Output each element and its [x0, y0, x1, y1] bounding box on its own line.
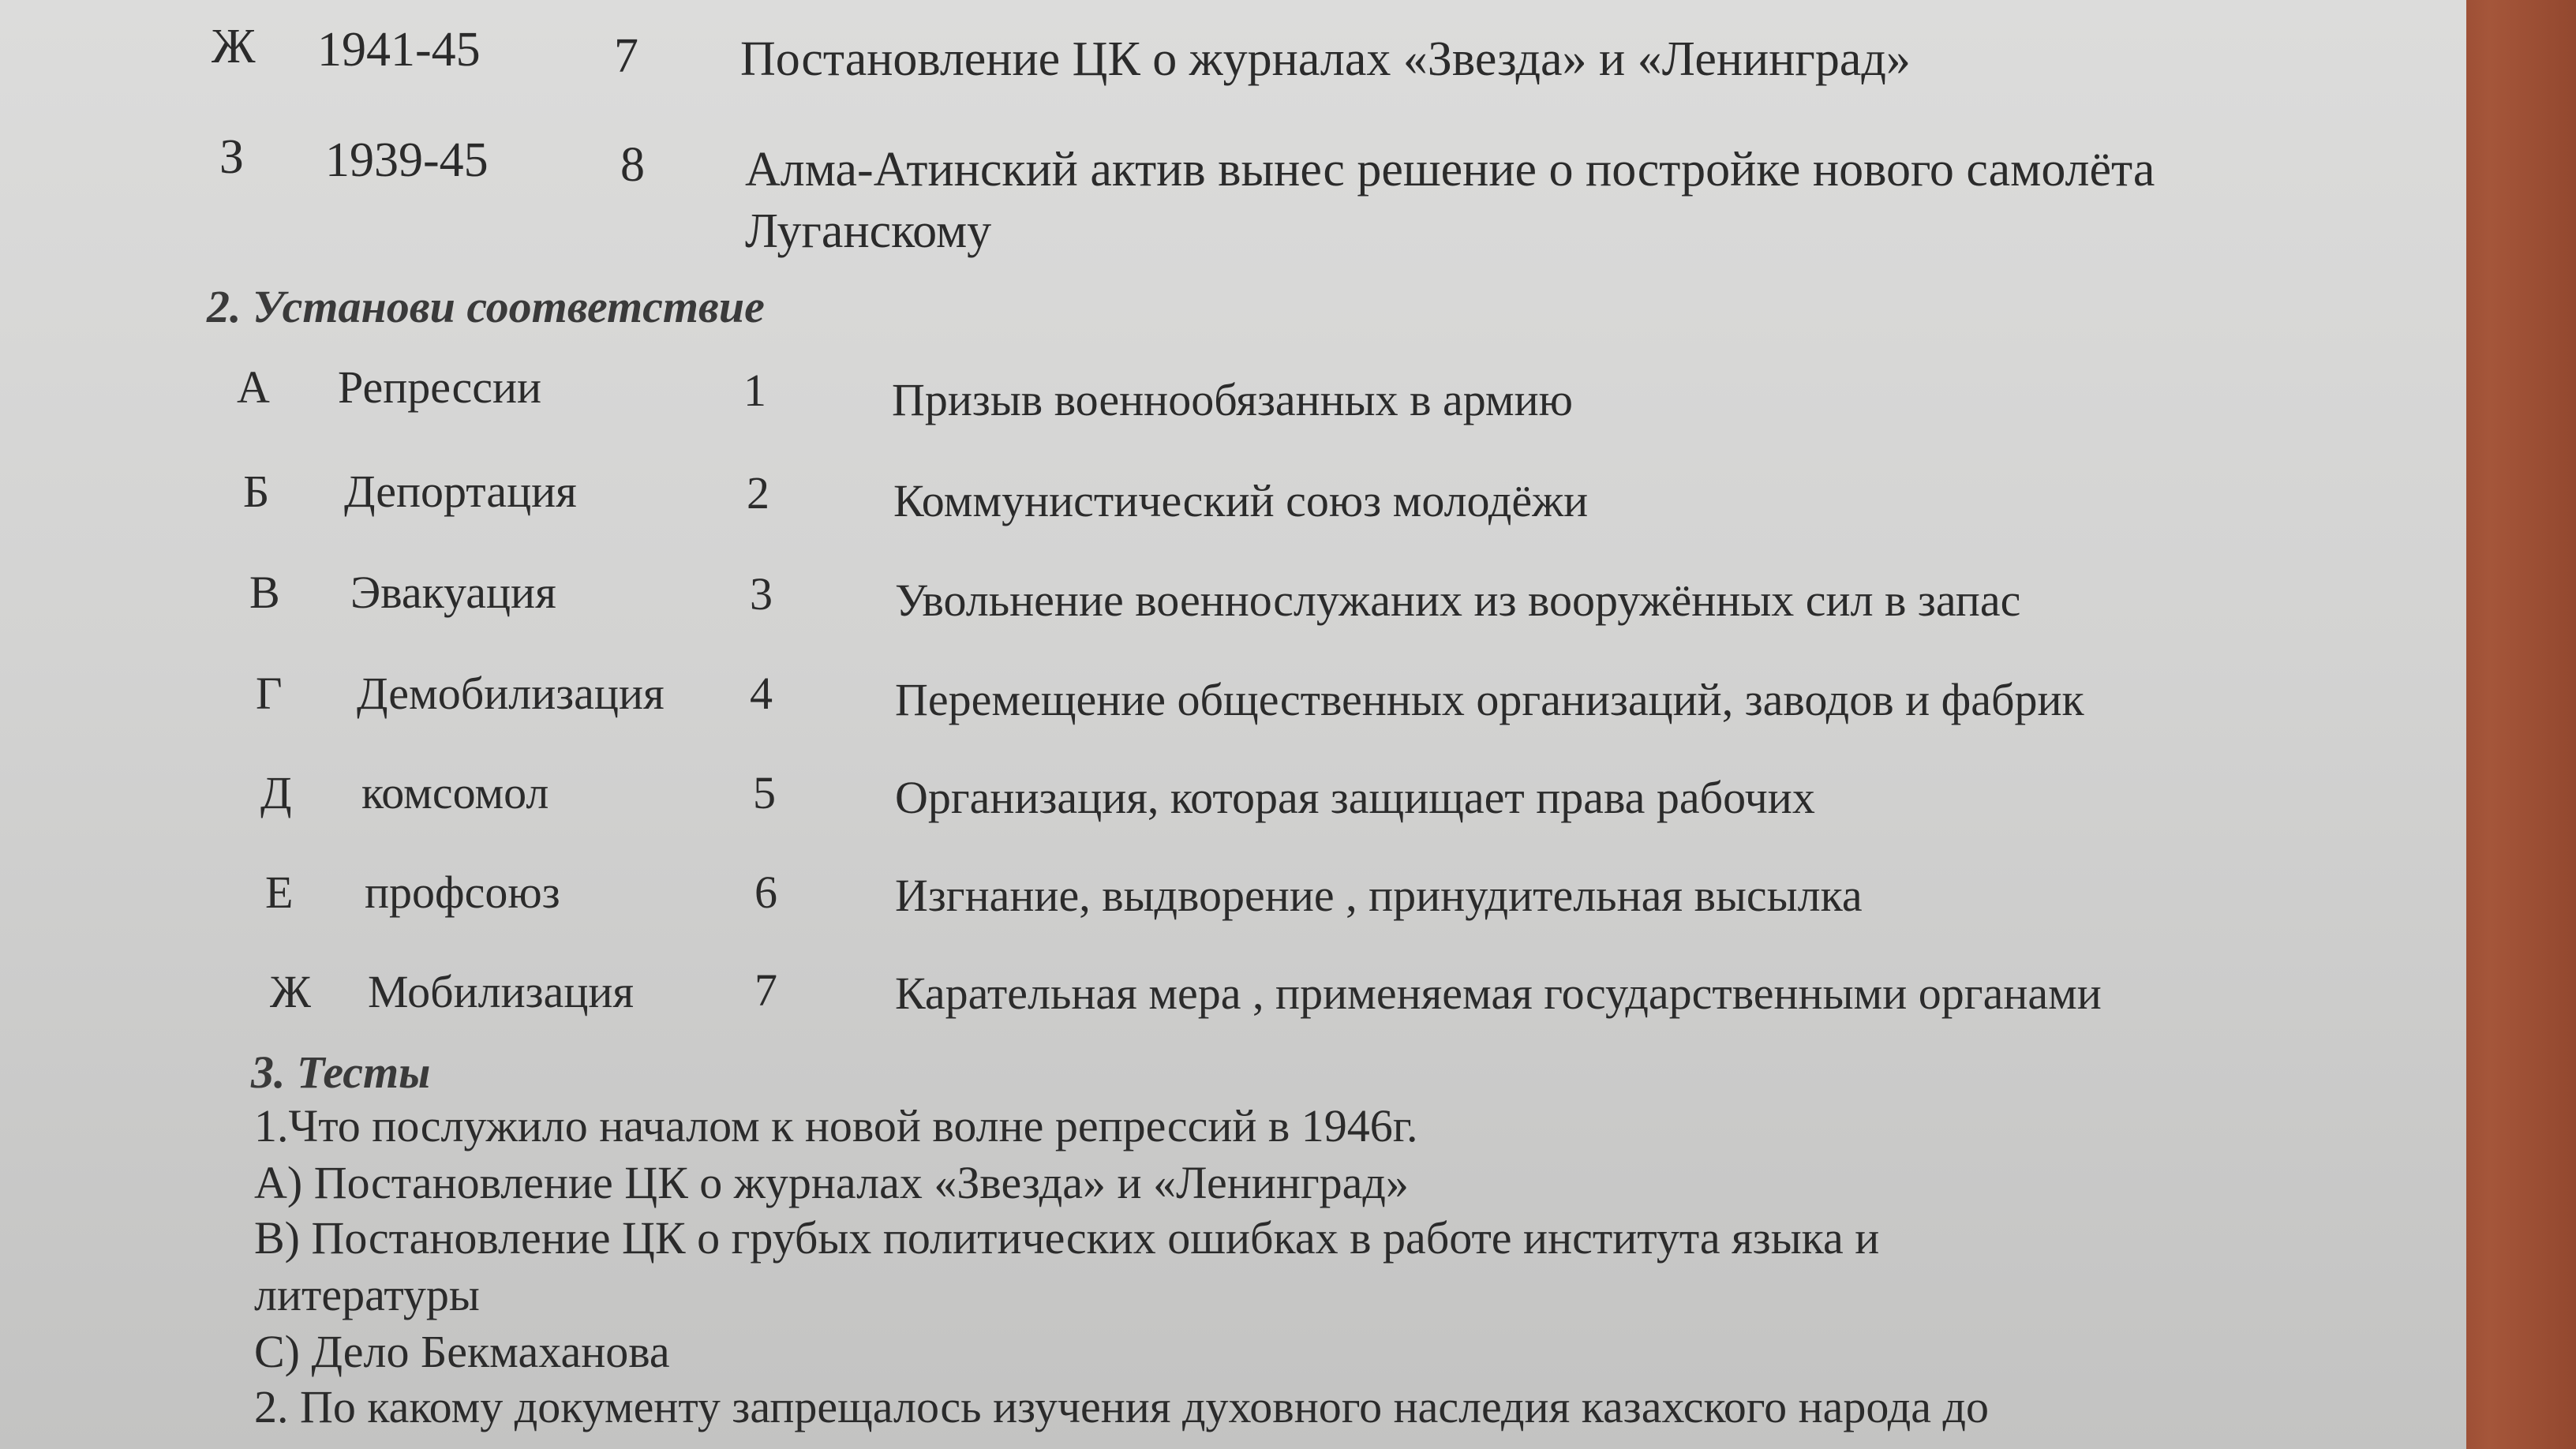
row-text-line1: Алма-Атинский актив вынес решение о постройке нового самолёта — [745, 143, 2155, 197]
match-definition: Призыв военнообязанных в армию — [892, 374, 1573, 425]
task2-heading: 2. Установи соответствие — [207, 281, 765, 332]
match-number: 5 — [753, 767, 776, 818]
task3-heading: 3. Тесты — [251, 1046, 431, 1098]
match-number: 2 — [747, 467, 769, 519]
match-letter: Д — [260, 767, 292, 818]
match-letter: Б — [243, 466, 270, 517]
match-number: 6 — [754, 867, 777, 918]
match-letter: В — [249, 567, 280, 618]
match-definition: Изгнание, выдворение , принудительная высылка — [895, 870, 1863, 921]
match-letter: Г — [256, 668, 283, 719]
match-letter: А — [237, 361, 270, 413]
test-question: 2. По какому документу запрещалось изучения духовного наследия казахского народа до — [254, 1381, 1989, 1432]
match-definition: Организация, которая защищает права рабочих — [895, 772, 1815, 823]
match-number: 4 — [750, 668, 773, 719]
match-number: 3 — [750, 568, 773, 620]
match-letter: Ж — [270, 966, 311, 1017]
row-period: 1939-45 — [325, 133, 489, 187]
match-term: Депортация — [344, 466, 577, 517]
match-term: Демобилизация — [357, 668, 665, 719]
row-period: 1941-45 — [317, 23, 481, 77]
match-term: комсомол — [361, 767, 549, 818]
match-term: профсоюз — [365, 867, 560, 918]
match-letter: Е — [265, 867, 294, 918]
row-number: 8 — [620, 138, 645, 192]
match-definition: Перемещение общественных организаций, заводов и фабрик — [895, 674, 2084, 725]
match-definition: Увольнение военнослужаних из вооружённых сил в запас — [895, 575, 2021, 626]
test-option-b-cont: литературы — [254, 1269, 480, 1320]
match-number: 7 — [754, 964, 777, 1016]
match-term: Репрессии — [338, 361, 542, 413]
row-text: Постановление ЦК о журналах «Звезда» и «Ленинград» — [740, 32, 1911, 86]
match-number: 1 — [743, 365, 766, 416]
test-question: 1.Что послужило началом к новой волне репрессий в 1946г. — [254, 1100, 1418, 1151]
match-definition: Коммунистический союз молодёжи — [893, 475, 1589, 526]
row-text-line2: Луганскому — [745, 204, 992, 258]
match-term: Эвакуация — [350, 567, 556, 618]
match-definition: Карательная мера , применяемая государственными органами — [895, 968, 2102, 1019]
test-option-c: С) Дело Бекмаханова — [254, 1326, 670, 1377]
match-term: Мобилизация — [368, 966, 635, 1017]
test-option-b: В) Постановление ЦК о грубых политических ошибках в работе института языка и — [254, 1212, 1880, 1264]
row-number: 7 — [614, 29, 638, 83]
row-letter: З — [219, 130, 245, 184]
row-letter: Ж — [212, 20, 256, 73]
test-option-a: А) Постановление ЦК о журналах «Звезда» и «Ленинград» — [254, 1157, 1409, 1208]
